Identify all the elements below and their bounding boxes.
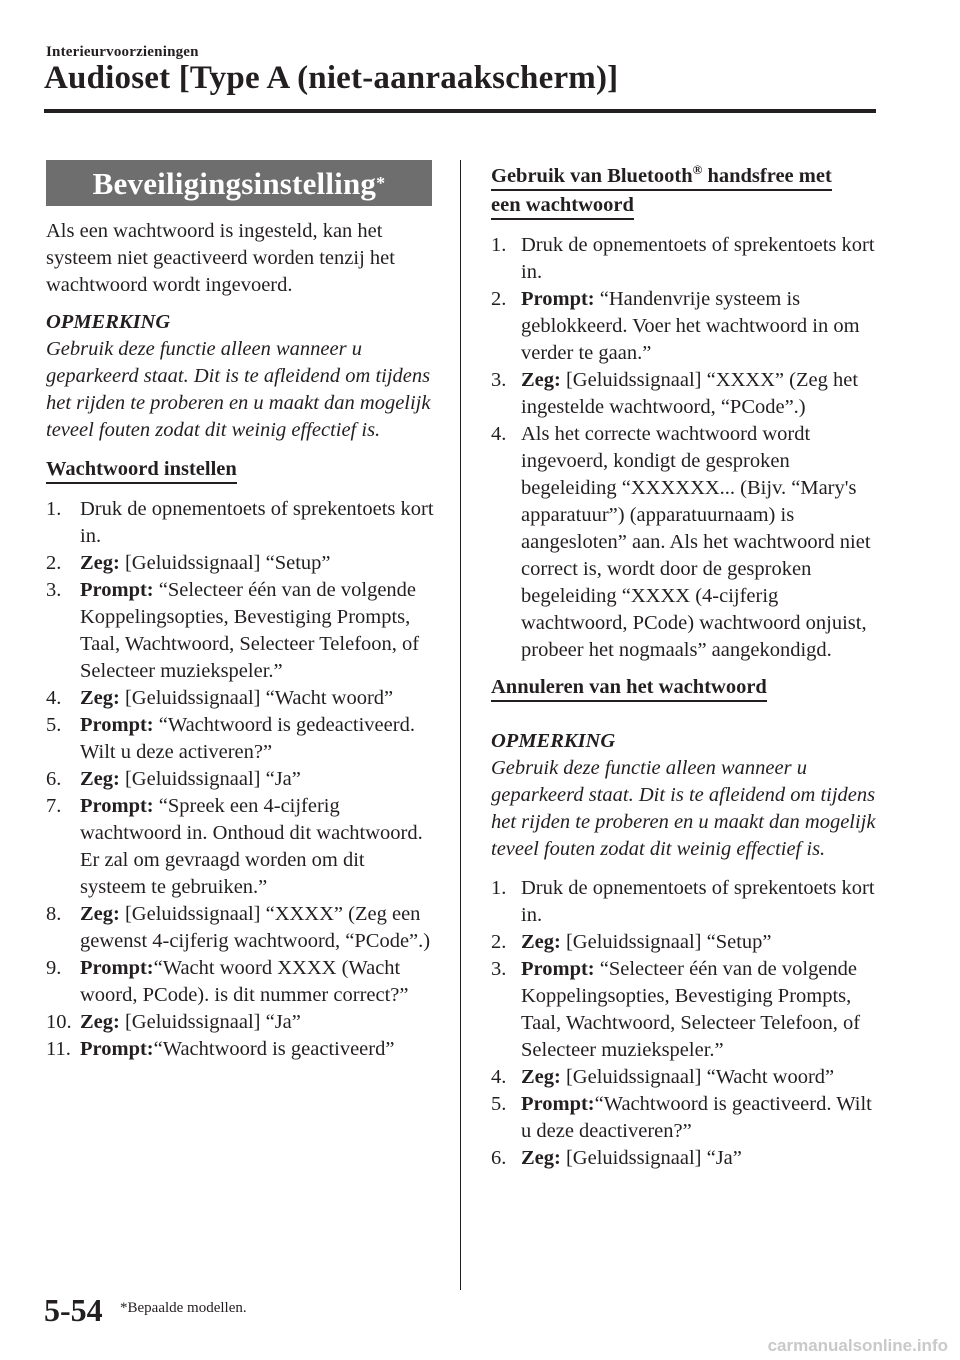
step-item [491,875,881,929]
step-text: Druk de opnementoets of sprekentoets kort in. [80,498,434,547]
step-keyword: Zeg: [521,369,561,391]
step-item [491,929,881,956]
page-number: 5-54 [44,1292,103,1328]
page-title: Audioset [Type A (niet-aanraakscherm)] [44,60,619,96]
steps-bluetooth-wachtwoord [491,232,881,664]
step-text: [Geluidssignaal] “Ja” [119,1011,301,1033]
step-keyword: Prompt: [521,958,595,980]
step-keyword: Prompt: [80,714,154,736]
step-item [491,367,881,421]
step-keyword: Zeg: [521,1147,561,1169]
step-item [46,550,434,577]
step-text: [Geluidssignaal] “Ja” [560,1147,742,1169]
note-heading: OPMERKING [491,730,616,752]
step-text: Druk de opnementoets of sprekentoets kort in. [521,877,875,926]
step-number: 7. [46,795,62,817]
steps-wachtwoord-instellen [46,496,434,1063]
intro-paragraph: Als een wachtwoord is ingesteld, kan het systeem niet geactiveerd worden tenzij het wachtwoord wordt ingevoerd. [46,220,395,296]
step-item [491,1145,881,1172]
left-column [46,160,434,1073]
note-heading: OPMERKING [46,311,171,333]
step-text: Druk de opnementoets of sprekentoets kort in. [521,234,875,283]
subheading-wrap [491,164,881,220]
step-number: 2. [46,552,62,574]
step-keyword: Zeg: [521,931,561,953]
step-item [491,232,881,286]
header-rule [44,109,876,113]
column-divider [460,160,461,1290]
step-number: 1. [491,234,507,256]
step-text: “Handenvrije systeem is geblokkeerd. Voer het wachtwoord in om verder te gaan.” [521,288,860,364]
subheading-annuleren: Annuleren van het wachtwoord [491,675,767,702]
watermark: carmanualsonline.info [767,1336,948,1355]
step-keyword: Zeg: [80,768,120,790]
right-column [491,160,881,1182]
step-item [491,421,881,664]
step-text: [Geluidssignaal] “Setup” [119,552,331,574]
step-keyword: Zeg: [80,903,120,925]
step-item [491,286,881,367]
step-number: 1. [491,877,507,899]
step-text: “Wachtwoord is geactiveerd” [153,1038,395,1060]
step-number: 2. [491,931,507,953]
step-text: Als het correcte wachtwoord wordt ingevoerd, kondigt de gesproken begeleiding “XXXXXX... (Bijv. “Mary's apparatuur”) (apparatuurnaam) is aangesloten” aan. Als het wachtwoord niet correct is, wordt door de gesproken begeleiding “XXXX (4-cijferig wachtwoord, PCode) wachtwoord onjuist, probeer het nogmaals” aangekondigd. [521,423,871,661]
subheading-wachtwoord-instellen: Wachtwoord instellen [46,457,237,484]
step-number: 10. [46,1011,72,1033]
banner-title: Beveiligingsinstelling [92,165,377,201]
step-item [46,577,434,685]
step-keyword: Zeg: [80,1011,120,1033]
step-keyword: Prompt: [80,795,154,817]
step-keyword: Prompt: [521,288,595,310]
subheading-wrap [491,674,881,702]
footnote: *Bepaalde modellen. [120,1300,247,1316]
step-number: 6. [491,1147,507,1169]
step-number: 11. [46,1038,71,1060]
step-text: “Wachtwoord is geactiveerd. Wilt u deze deactiveren?” [521,1093,872,1142]
step-number: 4. [491,1066,507,1088]
step-item [46,496,434,550]
step-text: [Geluidssignaal] “Setup” [560,931,772,953]
step-item [46,1036,434,1063]
step-item [46,1009,434,1036]
step-keyword: Prompt: [521,1093,595,1115]
step-number: 3. [46,579,62,601]
step-item [46,685,434,712]
step-number: 4. [491,423,507,445]
step-number: 3. [491,369,507,391]
step-text: “Selecteer één van de volgende Koppelingsopties, Bevestiging Prompts, Taal, Wachtwoord, Selecteer Telefoon, of Selecteer muziekspeler.” [80,579,420,682]
step-text: [Geluidssignaal] “Wacht woord” [560,1066,835,1088]
step-number: 1. [46,498,62,520]
step-number: 6. [46,768,62,790]
step-keyword: Prompt: [80,579,154,601]
step-number: 8. [46,903,62,925]
step-keyword: Zeg: [80,552,120,574]
subheading-bluetooth-line1 [491,164,832,191]
step-keyword: Prompt: [80,1038,154,1060]
step-text: “Wachtwoord is gedeactiveerd. Wilt u deze activeren?” [80,714,415,763]
step-item [46,793,434,901]
step-number: 4. [46,687,62,709]
subheading-bluetooth-line2: een wachtwoord [491,193,634,220]
step-item [491,1064,881,1091]
steps-annuleren [491,875,881,1172]
step-number: 2. [491,288,507,310]
step-number: 5. [46,714,62,736]
section-label: Interieurvoorzieningen [46,44,199,60]
subheading-bluetooth-text: Gebruik van Bluetooth [491,165,693,187]
step-item [46,955,434,1009]
note-text: Gebruik deze functie alleen wanneer u geparkeerd staat. Dit is te afleidend om tijdens het rijden te proberen en u maakt dan mogelijk teveel fouten zodat dit weinig effectief is. [46,338,431,441]
step-text: [Geluidssignaal] “Ja” [119,768,301,790]
step-number: 5. [491,1093,507,1115]
step-item [46,712,434,766]
step-keyword: Prompt: [80,957,154,979]
step-number: 9. [46,957,62,979]
step-keyword: Zeg: [80,687,120,709]
step-keyword: Zeg: [521,1066,561,1088]
section-banner: Beveiligingsinstelling * [46,160,432,206]
step-item [46,901,434,955]
step-item [491,956,881,1064]
step-item [46,766,434,793]
step-text: [Geluidssignaal] “XXXX” (Zeg een gewenst 4-cijferig wachtwoord, “PCode”.) [80,903,431,952]
step-item [491,1091,881,1145]
step-text: [Geluidssignaal] “Wacht woord” [119,687,394,709]
step-text: [Geluidssignaal] “XXXX” (Zeg het ingestelde wachtwoord, “PCode”.) [521,369,859,418]
step-text: “Spreek een 4-cijferig wachtwoord in. Onthoud dit wachtwoord. Er zal om gevraagd worden om dit systeem te gebruiken.” [80,795,423,898]
step-number: 3. [491,958,507,980]
subheading-bluetooth-text-2: handsfree met [702,165,832,187]
subheading-wrap [46,456,434,484]
step-text: “Selecteer één van de volgende Koppelingsopties, Bevestiging Prompts, Taal, Wachtwoord, Selecteer Telefoon, of Selecteer muziekspeler.” [521,958,861,1061]
note-text: Gebruik deze functie alleen wanneer u geparkeerd staat. Dit is te afleidend om tijdens het rijden te proberen en u maakt dan mogelijk teveel fouten zodat dit weinig effectief is. [491,757,876,860]
registered-mark: ® [692,162,703,178]
step-text: “Wacht woord XXXX (Wacht woord, PCode). is dit nummer correct?” [80,957,409,1006]
